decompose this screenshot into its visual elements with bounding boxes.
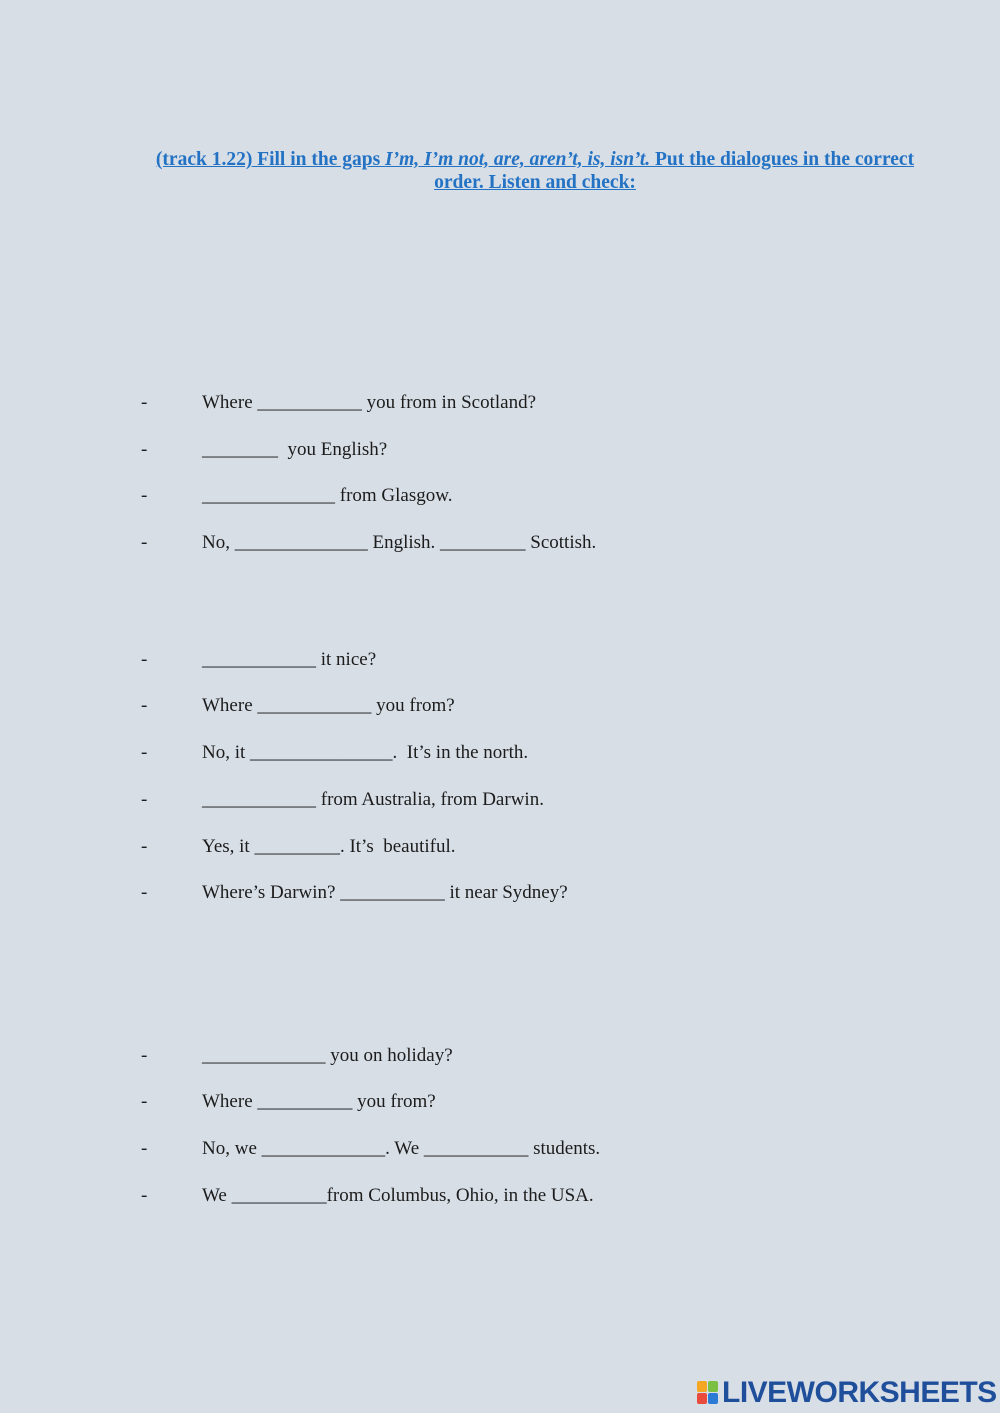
dialogue-line-text: Where ___________ you from in Scotland? bbox=[202, 392, 537, 413]
bullet-dash: - bbox=[141, 532, 148, 553]
bullet-dash: - bbox=[141, 1185, 148, 1206]
dialogue-3-line-4 bbox=[0, 1183, 1000, 1209]
bullet-dash: - bbox=[141, 1045, 148, 1066]
dialogue-line-text: ______________ from Glasgow. bbox=[202, 485, 453, 506]
bullet-dash: - bbox=[141, 742, 148, 763]
dialogue-2-line-4 bbox=[0, 787, 1000, 813]
bullet-dash: - bbox=[141, 485, 148, 506]
bullet-dash: - bbox=[141, 439, 148, 460]
dialogue-line-text: ________ you English? bbox=[202, 439, 388, 460]
instructions-heading bbox=[150, 148, 920, 194]
instructions-word-list: I’m, I’m not, are, aren’t, is, isn’t. bbox=[385, 149, 651, 170]
dialogue-3-line-2 bbox=[0, 1089, 1000, 1115]
dialogue-line-text: No, ______________ English. _________ Scottish. bbox=[202, 532, 597, 553]
bullet-dash: - bbox=[141, 695, 148, 716]
dialogue-3-line-1 bbox=[0, 1043, 1000, 1069]
dialogue-3-line-3 bbox=[0, 1136, 1000, 1162]
dialogue-2-line-3 bbox=[0, 740, 1000, 766]
dialogue-2-line-2 bbox=[0, 693, 1000, 719]
dialogue-line-text: Yes, it _________. It’s beautiful. bbox=[202, 836, 456, 857]
dialogue-line-text: Where __________ you from? bbox=[202, 1091, 436, 1112]
dialogue-line-text: No, it _______________. It’s in the north. bbox=[202, 742, 529, 763]
bullet-dash: - bbox=[141, 649, 148, 670]
bullet-dash: - bbox=[141, 392, 148, 413]
dialogue-line-text: Where’s Darwin? ___________ it near Sydney? bbox=[202, 882, 568, 903]
liveworksheets-logo-icon bbox=[697, 1381, 719, 1405]
bullet-dash: - bbox=[141, 789, 148, 810]
dialogue-line-text: _____________ you on holiday? bbox=[202, 1045, 453, 1066]
logo-square-l bbox=[697, 1381, 707, 1392]
dialogue-1-line-3 bbox=[0, 483, 1000, 509]
bullet-dash: - bbox=[141, 1091, 148, 1112]
dialogue-line-text: ____________ from Australia, from Darwin. bbox=[202, 789, 544, 810]
dialogue-2-line-5 bbox=[0, 834, 1000, 860]
instructions-part-1: (track 1.22) Fill in the gaps bbox=[155, 149, 386, 170]
logo-text: LIVEWORKSHEETS bbox=[722, 1376, 997, 1409]
dialogue-line-text: ____________ it nice? bbox=[202, 649, 377, 670]
bullet-dash: - bbox=[141, 836, 148, 857]
dialogue-line-text: No, we _____________. We ___________ students. bbox=[202, 1138, 601, 1159]
logo-square-e bbox=[708, 1393, 718, 1404]
logo-square-v bbox=[697, 1393, 707, 1404]
liveworksheets-logo[interactable] bbox=[697, 1376, 997, 1410]
instructions-part-3: Put the dialogues in the correct order. Listen and check: bbox=[434, 149, 915, 193]
dialogue-2-line-6 bbox=[0, 880, 1000, 906]
bullet-dash: - bbox=[141, 882, 148, 903]
dialogue-2-line-1 bbox=[0, 647, 1000, 673]
logo-square-i bbox=[708, 1381, 718, 1392]
bullet-dash: - bbox=[141, 1138, 148, 1159]
dialogue-line-text: We __________from Columbus, Ohio, in the USA. bbox=[202, 1185, 594, 1206]
dialogue-1-line-2 bbox=[0, 437, 1000, 463]
dialogue-line-text: Where ____________ you from? bbox=[202, 695, 455, 716]
dialogue-1-line-1 bbox=[0, 390, 1000, 416]
dialogue-1-line-4 bbox=[0, 530, 1000, 556]
